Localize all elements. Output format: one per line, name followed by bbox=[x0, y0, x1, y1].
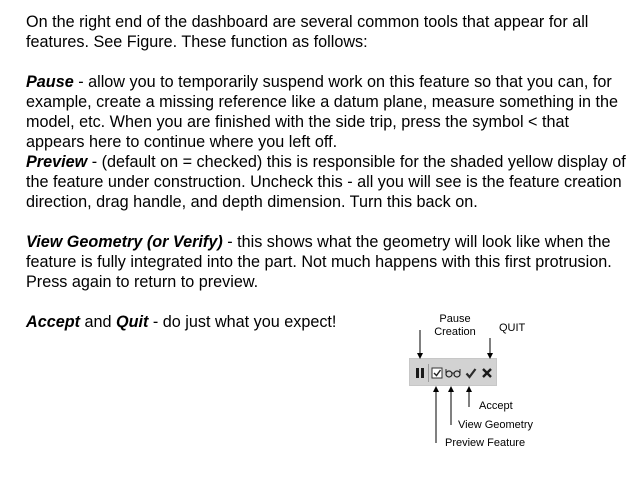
view-geometry-term: View Geometry (or Verify) bbox=[26, 233, 223, 251]
preview-text: - (default on = checked) this is responsible for the shaded yellow display of the feature under construction. Uncheck this - all you will see is the feature creation direction, drag handle, and depth dimension. Turn this back on. bbox=[26, 153, 626, 211]
pause-term: Pause bbox=[26, 73, 74, 91]
pause-creation-label-line2: Creation bbox=[434, 326, 476, 338]
quit-term: Quit bbox=[116, 313, 149, 331]
pause-text: - allow you to temporarily suspend work on this feature so that you can, for example, create a missing reference like a datum plane, measure something in the model, etc. When you are finished with the side trip, press the symbol < that appears here to continue where you left off. bbox=[26, 73, 619, 151]
view-geometry-label: View Geometry bbox=[458, 419, 533, 431]
pause-paragraph bbox=[26, 72, 626, 152]
preview-term: Preview bbox=[26, 153, 88, 171]
accept-quit-text: - do just what you expect! bbox=[148, 313, 337, 331]
accept-label: Accept bbox=[479, 400, 513, 412]
pause-creation-label-line1: Pause bbox=[439, 313, 471, 325]
intro-paragraph: On the right end of the dashboard are several common tools that appear for all features. See Figure. These function as follows: bbox=[26, 13, 589, 51]
view-geometry-paragraph bbox=[26, 232, 626, 292]
document-body bbox=[26, 12, 626, 332]
callout-arrows bbox=[395, 300, 585, 470]
and-text: and bbox=[79, 313, 116, 331]
dashboard-tools-figure bbox=[395, 300, 585, 470]
view-geometry-text: - this shows what the geometry will look like when the feature is fully integrated into the part. Not much happens with this first protrusion. Press again to return to preview. bbox=[26, 233, 612, 291]
preview-feature-label: Preview Feature bbox=[445, 437, 526, 449]
accept-term: Accept bbox=[26, 313, 80, 331]
quit-label: QUIT bbox=[499, 322, 526, 334]
preview-paragraph bbox=[26, 152, 626, 212]
